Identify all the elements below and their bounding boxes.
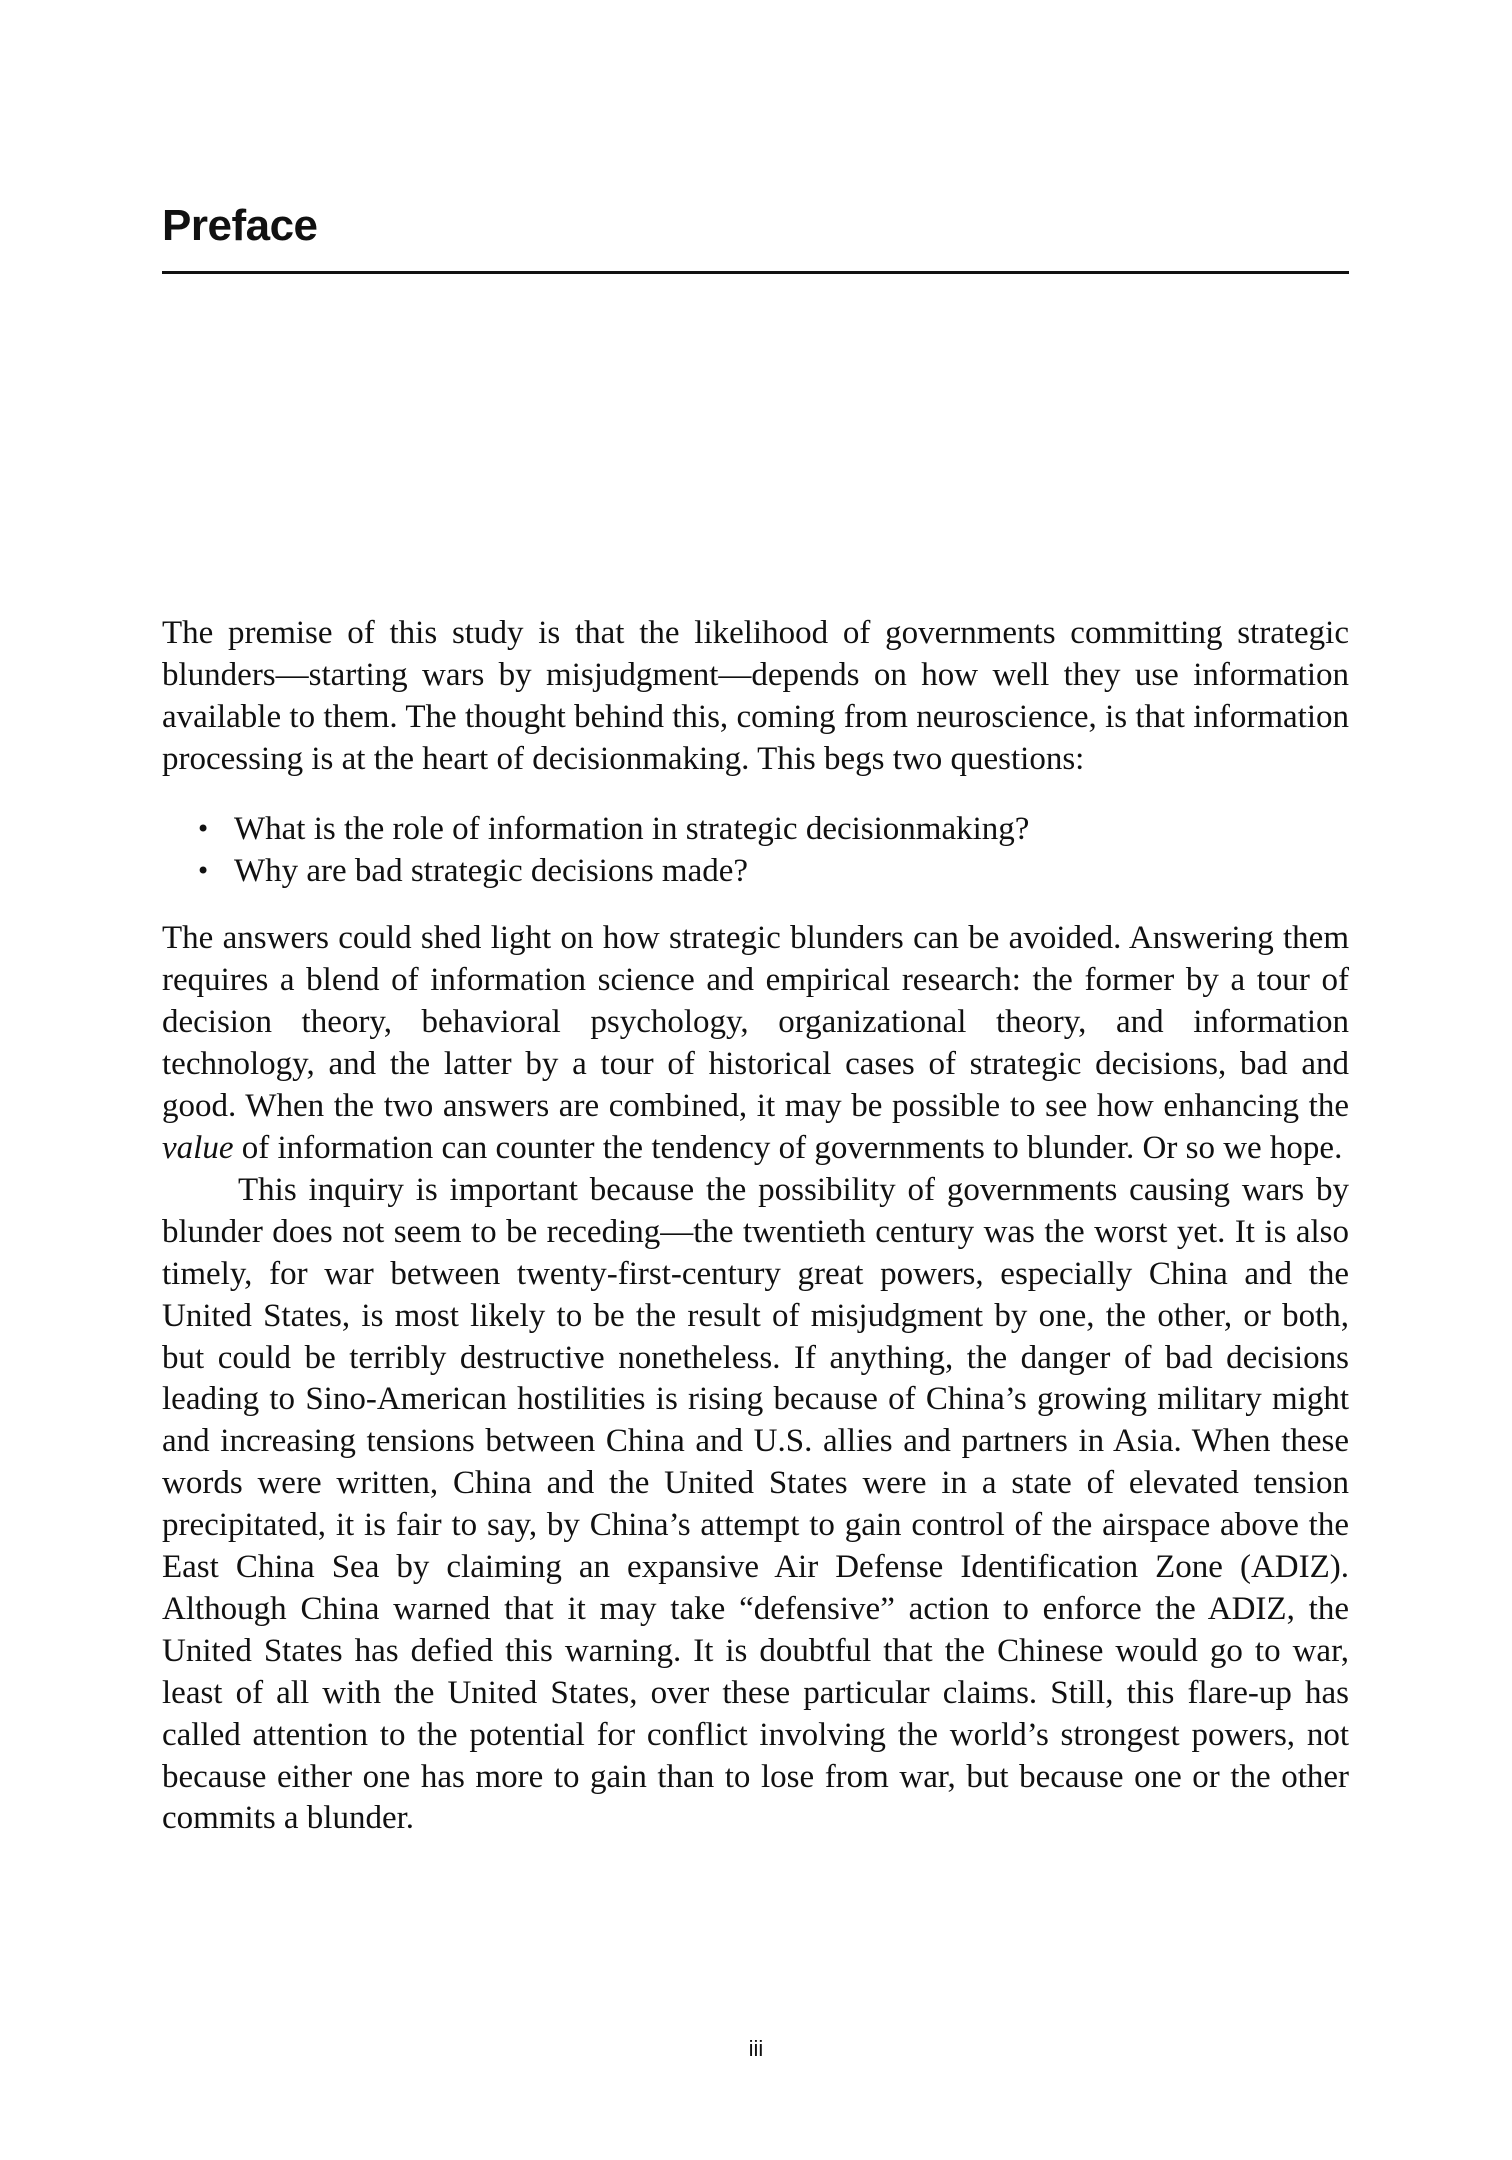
list-item — [196, 809, 1349, 851]
paragraph-importance: This inquiry is important because the possibility of governments causing wars by blunder does not seem to be receding—the twentieth century was the worst yet. It is also timely, for war between twenty-first-century great powers, especially China and the United States, is most likely to be the result of misjudgment by one, the other, or both, but could be terribly destructive nonetheless. If anything, the danger of bad decisions leading to Sino-American hostilities is rising because of China’s growing military might and increasing tensions between China and U.S. allies and partners in Asia. When these words were written, China and the United States were in a state of elevated tension precipitated, it is fair to say, by China’s attempt to gain control of the airspace above the East China Sea by claiming an expansive Air Defense Identification Zone (ADIZ). Although China warned that it may take “defensive” action to enforce the ADIZ, the United States has defied this warning. It is doubtful that the Chinese would go to war, least of all with the United States, over these particular claims. Still, this flare-up has called attention to the potential for conflict involving the world’s strongest powers, not because either one has more to gain than to lose from war, but because one or the other commits a blunder. — [162, 1171, 1349, 1837]
list-item-text: What is the role of information in strategic decisionmaking? — [234, 810, 1030, 847]
bullet-list — [162, 809, 1349, 893]
list-item — [196, 851, 1349, 893]
page-number: iii — [748, 2036, 764, 2061]
page-title: Preface — [162, 201, 318, 250]
list-item-text: Why are bad strategic decisions made? — [234, 852, 749, 889]
bullet-icon: • — [196, 814, 211, 843]
paragraph-answers-text: The answers could shed light on how strategic blunders can be avoided. Answering them requires a blend of information science and empirical research: the former by a tour of decision theory, behavioral psychology, organizational theory, and information technology, and the latter by a tour of historical cases of strategic decisions, bad and good. When the two answers are combined, it may be possible to see how enhancing the — [162, 920, 1349, 1125]
paragraph-intro: The premise of this study is that the likelihood of governments committing strategic blunders—starting wars by misjudgment—depends on how well they use information available to them. The thought behind this, coming from neuroscience, is that information processing is at the heart of decisionmaking. This begs two questions: — [162, 615, 1349, 777]
title-rule — [162, 271, 1349, 274]
paragraph-answers-text-end: of information can counter the tendency of governments to blunder. Or so we hope. — [233, 1129, 1343, 1166]
bullet-icon: • — [196, 856, 211, 885]
emphasis-value: value — [162, 1129, 234, 1166]
body-text — [162, 613, 1349, 1840]
paragraph-answers — [162, 918, 1349, 1169]
